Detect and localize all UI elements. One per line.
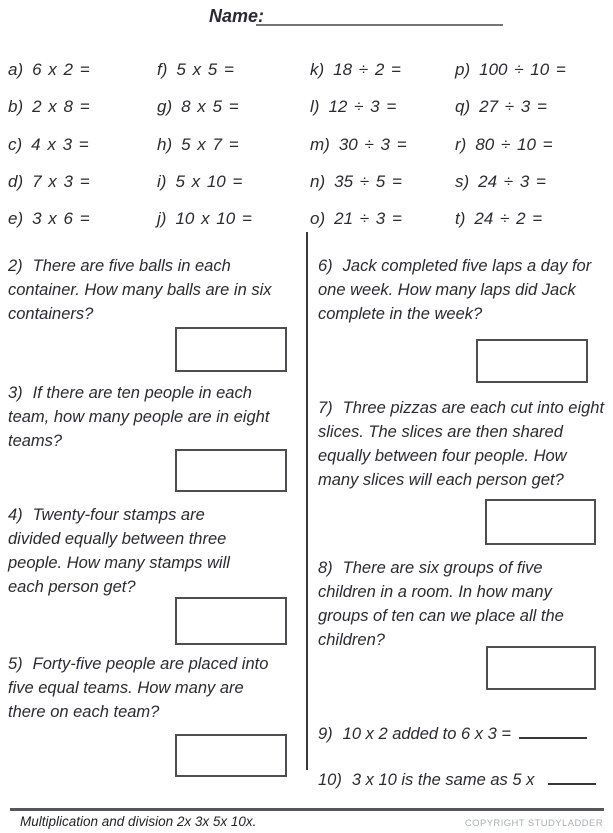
grid-item-label: j) (157, 209, 167, 229)
problem-number: 2) (8, 257, 23, 275)
grid-item-p (455, 51, 566, 88)
grid-item-k (310, 51, 407, 88)
word-problem-2 (8, 254, 300, 326)
grid-item-label: g) (157, 97, 173, 117)
grid-item-n (310, 163, 407, 200)
word-problem-6 (318, 254, 594, 326)
grid-item-label: c) (8, 134, 23, 154)
grid-item-h (157, 126, 252, 163)
word-problem-9 (318, 722, 610, 746)
problem-number: 6) (318, 257, 333, 275)
grid-item-c (8, 126, 90, 163)
problem-number: 10) (318, 771, 342, 789)
answer-box-2[interactable] (175, 327, 287, 372)
problem-text: Three pizzas are each cut into eight slices. The slices are then shared equally between four people. How many slices will each person get? (318, 399, 605, 489)
grid-item-label: d) (8, 171, 24, 191)
grid-item-label: r) (455, 134, 467, 154)
problem-number: 5) (8, 655, 23, 673)
grid-item-l (310, 88, 407, 125)
grid-item-expression: 24 ÷ 3 = (478, 171, 546, 191)
word-problem-7 (318, 396, 610, 492)
grid-item-label: p) (455, 60, 471, 79)
answer-box-3[interactable] (175, 449, 287, 492)
grid-item-label: l) (310, 97, 320, 117)
grid-item-j (157, 200, 252, 237)
footer-divider-line (10, 808, 604, 811)
grid-item-m (310, 126, 407, 163)
grid-item-label: e) (8, 209, 24, 229)
grid-item-expression: 80 ÷ 10 = (475, 134, 553, 154)
grid-item-expression: 12 ÷ 3 = (328, 97, 397, 117)
grid-item-o (310, 200, 407, 237)
answer-box-6[interactable] (476, 339, 588, 383)
arithmetic-column-2 (157, 51, 252, 237)
grid-item-a (8, 51, 90, 88)
answer-line-9[interactable] (519, 723, 587, 739)
grid-item-r (455, 126, 566, 163)
grid-item-expression: 10 x 10 = (175, 209, 252, 229)
problem-number: 3) (8, 384, 23, 402)
word-problem-3 (8, 381, 272, 453)
grid-item-q (455, 88, 566, 125)
problem-number: 8) (318, 559, 333, 577)
grid-item-expression: 30 ÷ 3 = (338, 134, 407, 154)
grid-item-label: i) (157, 171, 167, 191)
word-problem-4 (8, 503, 256, 599)
grid-item-g (157, 88, 252, 125)
grid-item-label: f) (157, 60, 168, 79)
grid-item-expression: 5 x 5 = (176, 60, 234, 79)
grid-item-label: a) (8, 60, 24, 79)
grid-item-label: b) (8, 97, 24, 117)
grid-item-label: n) (310, 171, 326, 191)
name-fill-in-line[interactable] (256, 4, 503, 26)
worksheet-title: Multiplication and division 2x 3x 5x 10x. (20, 814, 257, 829)
column-divider-line (306, 232, 308, 770)
problem-number: 4) (8, 506, 23, 524)
answer-box-5[interactable] (175, 734, 287, 777)
answer-line-10[interactable] (548, 769, 596, 785)
grid-item-label: h) (157, 134, 173, 154)
copyright-text: COPYRIGHT STUDYLADDER (464, 818, 603, 829)
grid-item-expression: 8 x 5 = (181, 97, 239, 117)
answer-box-8[interactable] (486, 646, 596, 690)
grid-item-i (157, 163, 252, 200)
grid-item-expression: 2 x 8 = (32, 97, 90, 117)
grid-item-expression: 100 ÷ 10 = (479, 60, 566, 79)
grid-item-expression: 21 ÷ 3 = (334, 209, 402, 229)
grid-item-expression: 5 x 7 = (181, 134, 239, 154)
answer-box-7[interactable] (485, 499, 596, 545)
arithmetic-column-4 (455, 51, 566, 237)
grid-item-expression: 5 x 10 = (175, 171, 243, 191)
arithmetic-column-1 (8, 51, 90, 237)
grid-item-label: o) (310, 209, 326, 229)
problem-text: Forty-five people are placed into five equal teams. How many are there on each team? (8, 655, 269, 721)
grid-item-expression: 35 ÷ 5 = (334, 171, 402, 191)
arithmetic-column-3 (310, 51, 407, 237)
problem-text: 10 x 2 added to 6 x 3 = (342, 725, 512, 743)
grid-item-label: q) (455, 97, 471, 117)
problem-text: There are six groups of five children in a room. In how many groups of ten can we place all the children? (318, 559, 564, 649)
problem-number: 7) (318, 399, 333, 417)
problem-text: There are five balls in each container. How many balls are in six containers? (8, 257, 272, 323)
answer-box-4[interactable] (175, 597, 287, 645)
grid-item-expression: 27 ÷ 3 = (479, 97, 547, 117)
grid-item-e (8, 200, 90, 237)
grid-item-b (8, 88, 90, 125)
problem-text: Twenty-four stamps are divided equally between three people. How many stamps will each person get? (8, 506, 230, 596)
word-problem-5 (8, 652, 274, 724)
grid-item-expression: 24 ÷ 2 = (474, 209, 543, 229)
grid-item-label: t) (455, 209, 466, 229)
grid-item-d (8, 163, 90, 200)
grid-item-expression: 7 x 3 = (32, 171, 90, 191)
word-problem-10 (318, 768, 610, 792)
grid-item-label: m) (310, 134, 330, 154)
grid-item-label: s) (455, 171, 470, 191)
word-problem-8 (318, 556, 602, 652)
problem-text: Jack completed five laps a day for one week. How many laps did Jack complete in the week? (318, 257, 592, 323)
problem-text: If there are ten people in each team, how many people are in eight teams? (8, 384, 270, 450)
grid-item-expression: 18 ÷ 2 = (333, 60, 401, 79)
grid-item-t (455, 200, 566, 237)
problem-text: 3 x 10 is the same as 5 x (351, 771, 535, 789)
problem-number: 9) (318, 725, 333, 743)
grid-item-label: k) (310, 60, 325, 79)
name-label: Name: (209, 6, 265, 26)
grid-item-expression: 4 x 3 = (31, 134, 89, 154)
grid-item-s (455, 163, 566, 200)
grid-item-expression: 3 x 6 = (32, 209, 90, 229)
grid-item-f (157, 51, 252, 88)
grid-item-expression: 6 x 2 = (32, 60, 90, 79)
